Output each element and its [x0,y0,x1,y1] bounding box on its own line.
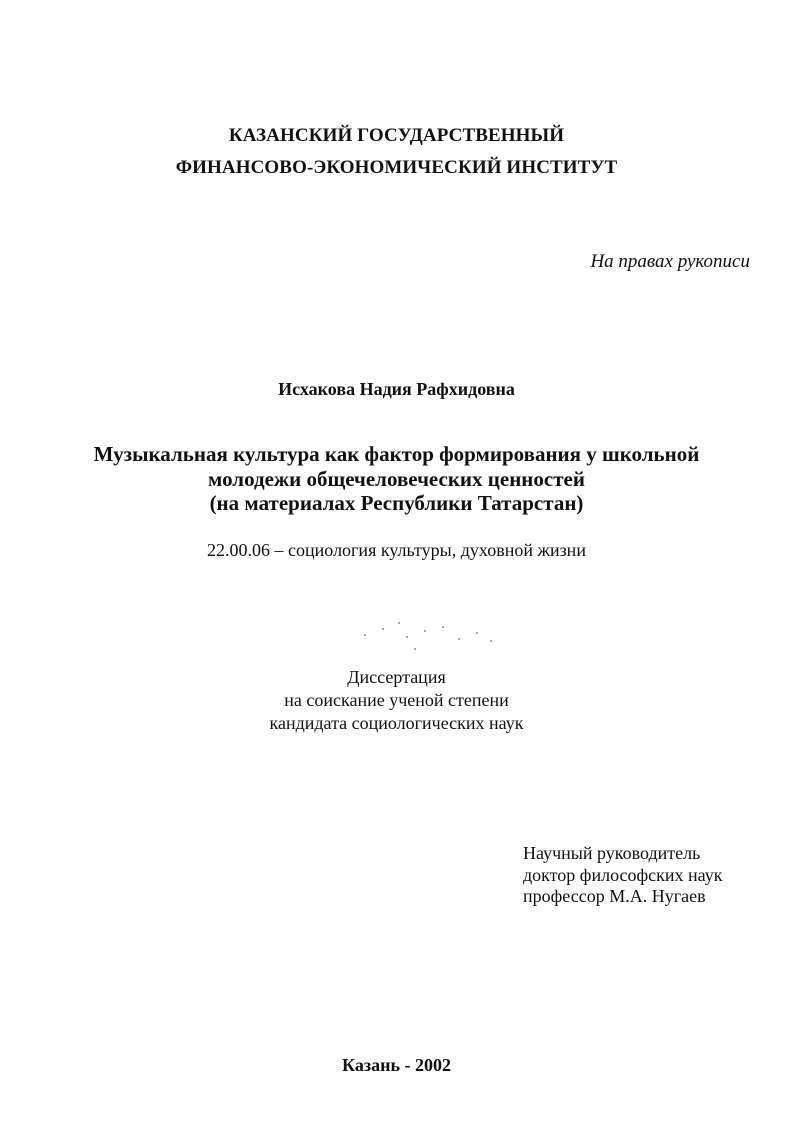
dissertation-title-line-2: молодежи общечеловеческих ценностей [208,467,585,491]
stamp-smudge [354,610,504,655]
advisor-name: профессор М.А. Нугаев [523,886,706,906]
advisor-role: Научный руководитель [523,843,701,863]
author-name: Исхакова Надия Рафхидовна [278,379,515,399]
advisor-degree: доктор философских наук [523,865,723,885]
dissertation-title-line-3: (на материалах Республики Татарстан) [209,491,584,515]
city-year: Казань - 2002 [342,1055,451,1075]
institution-line-1: КАЗАНСКИЙ ГОСУДАРСТВЕННЫЙ [228,125,565,146]
degree-field-line: кандидата социологических наук [269,713,524,733]
degree-line: на соискание ученой степени [284,690,509,710]
specialty-code: 22.00.06 – социология культуры, духовной жизни [207,540,586,560]
institution-line-2: ФИНАНСОВО-ЭКОНОМИЧЕСКИЙ ИНСТИТУТ [175,157,618,178]
dissertation-label: Диссертация [347,667,446,687]
dissertation-title-line-1: Музыкальная культура как фактор формирования у школьной [93,442,700,466]
manuscript-note: На правах рукописи [590,251,750,272]
